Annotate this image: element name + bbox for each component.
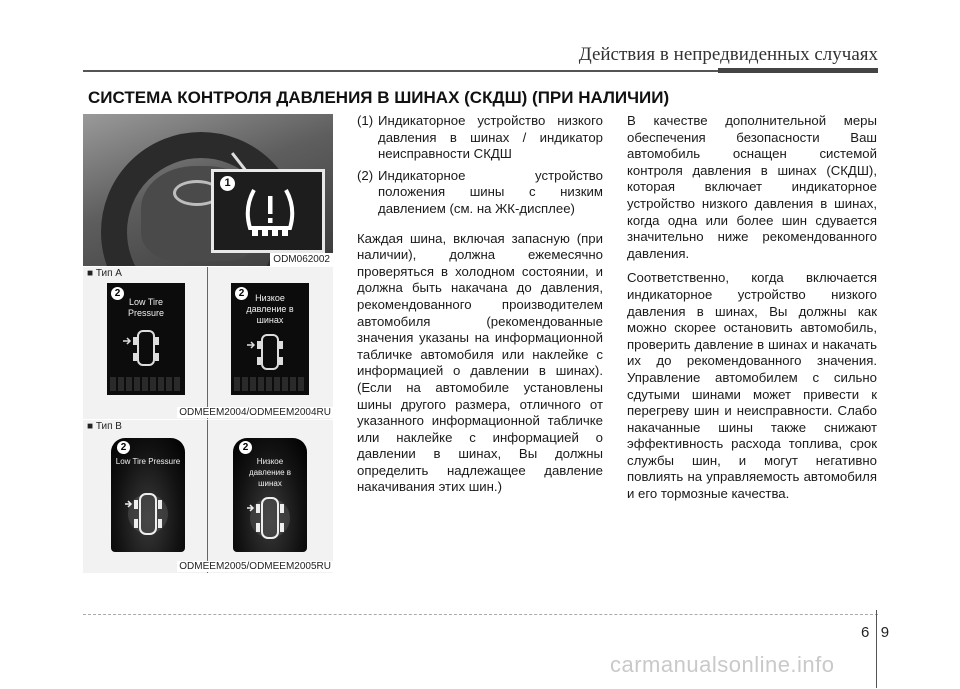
- list-item: [357, 113, 603, 163]
- lcd-display-russian: [233, 438, 307, 552]
- car-topview-icon: [247, 488, 293, 548]
- callout-number: 2: [111, 287, 124, 300]
- page-number: [861, 624, 890, 641]
- panel-divider: [207, 267, 208, 419]
- footer-rule: [83, 614, 878, 615]
- list-number: (1): [357, 113, 374, 128]
- lcd-display-russian: [231, 283, 309, 395]
- type-a-label: ■ Тип A: [87, 268, 122, 279]
- body-paragraph: Соответственно, когда включается индикаторное устройство низкого давления в шинах, Вы должны как можно скорее остановить автомобиль, проверить давление в шинах и накачать их до рекомендованного значения. Управление автомобилем с сильно сдутыми шинами может привести к перегреву шин и неисправности. Слабо накачанные шины также снижают эффективность расхода топлива, срок службы шин, и могут негативно повлиять на управляемость автомобиля и его тормозные качества.: [627, 270, 877, 502]
- lcd-message: Низкое давление в шинах: [248, 457, 292, 488]
- chapter-number: 6: [861, 624, 871, 641]
- figure-code: ODMEEM2004/ODMEEM2004RU: [179, 407, 331, 418]
- car-topview-icon: [125, 484, 171, 544]
- page-in-chapter: 9: [880, 624, 891, 641]
- callout-number: 2: [239, 441, 252, 454]
- lcd-gauge-bars: [234, 377, 306, 391]
- figure-code: ODMEEM2005/ODMEEM2005RU: [179, 561, 331, 572]
- page-number-divider: [876, 610, 877, 688]
- lcd-display-english: [111, 438, 185, 552]
- type-b-label: ■ Тип B: [87, 421, 122, 432]
- car-topview-icon: [123, 327, 169, 371]
- callout-number: 2: [235, 287, 248, 300]
- text-column-right: [627, 113, 877, 511]
- list-number: (2): [357, 167, 374, 183]
- text-column-middle: [357, 113, 603, 504]
- panel-type-b: [83, 420, 333, 573]
- list-item: [357, 168, 603, 218]
- header-rule: [83, 70, 878, 72]
- lcd-gauge-bars: [110, 377, 182, 391]
- list-text: Индикаторное устройство положения шины с низким давлением (см. на ЖК-дисплее): [378, 167, 603, 216]
- lcd-message: Low Tire Pressure: [127, 297, 164, 318]
- tpms-warning-box: [211, 169, 325, 253]
- lcd-message: Низкое давление в шинах: [246, 293, 294, 325]
- section-title: СИСТЕМА КОНТРОЛЯ ДАВЛЕНИЯ В ШИНАХ (СКДШ) (ПРИ НАЛИЧИИ): [88, 88, 670, 107]
- panel-divider: [207, 420, 208, 573]
- callout-number: 1: [220, 176, 235, 191]
- figure-code: ODM062002: [270, 253, 333, 266]
- tpms-warning-icon: [242, 182, 298, 242]
- callout-number: 2: [117, 441, 130, 454]
- body-paragraph: Каждая шина, включая запасную (при наличии), должна ежемесячно проверяться в холодном состоянии, и должна быть накачана до давления, рекомендованного производителем автомобиля (рекомендованные значения указаны на информационной табличке автомобиля или наклейке с информацией о давлении в шинах). (Если на автомобиле установлены шины другого размера, отличного от указанного информационной табличке или наклейке с информацией о давлении в шинах, Вы должны определить надлежащее давление накачивания этих шин.): [357, 230, 603, 495]
- dashboard-photo: [83, 114, 333, 266]
- body-paragraph: В качестве дополнительной меры обеспечения безопасности Ваш автомобиль оснащен системой контроля давления в шинах (СКДШ), которая включает индикаторное устройство низкого давления в шинах, когда одна или более шин сдувается значительно ниже рекомендованного давления.: [627, 113, 877, 261]
- running-header: Действия в непредвиденных случаях: [578, 44, 878, 65]
- list-text: Индикаторное устройство низкого давления в шинах / индикатор неисправности СКДШ: [378, 113, 603, 162]
- site-watermark: carmanualsonline.info: [610, 652, 835, 677]
- lcd-display-english: [107, 283, 185, 395]
- lcd-message: Low Tire Pressure: [115, 457, 181, 466]
- car-topview-icon: [247, 331, 293, 375]
- panel-type-a: [83, 267, 333, 419]
